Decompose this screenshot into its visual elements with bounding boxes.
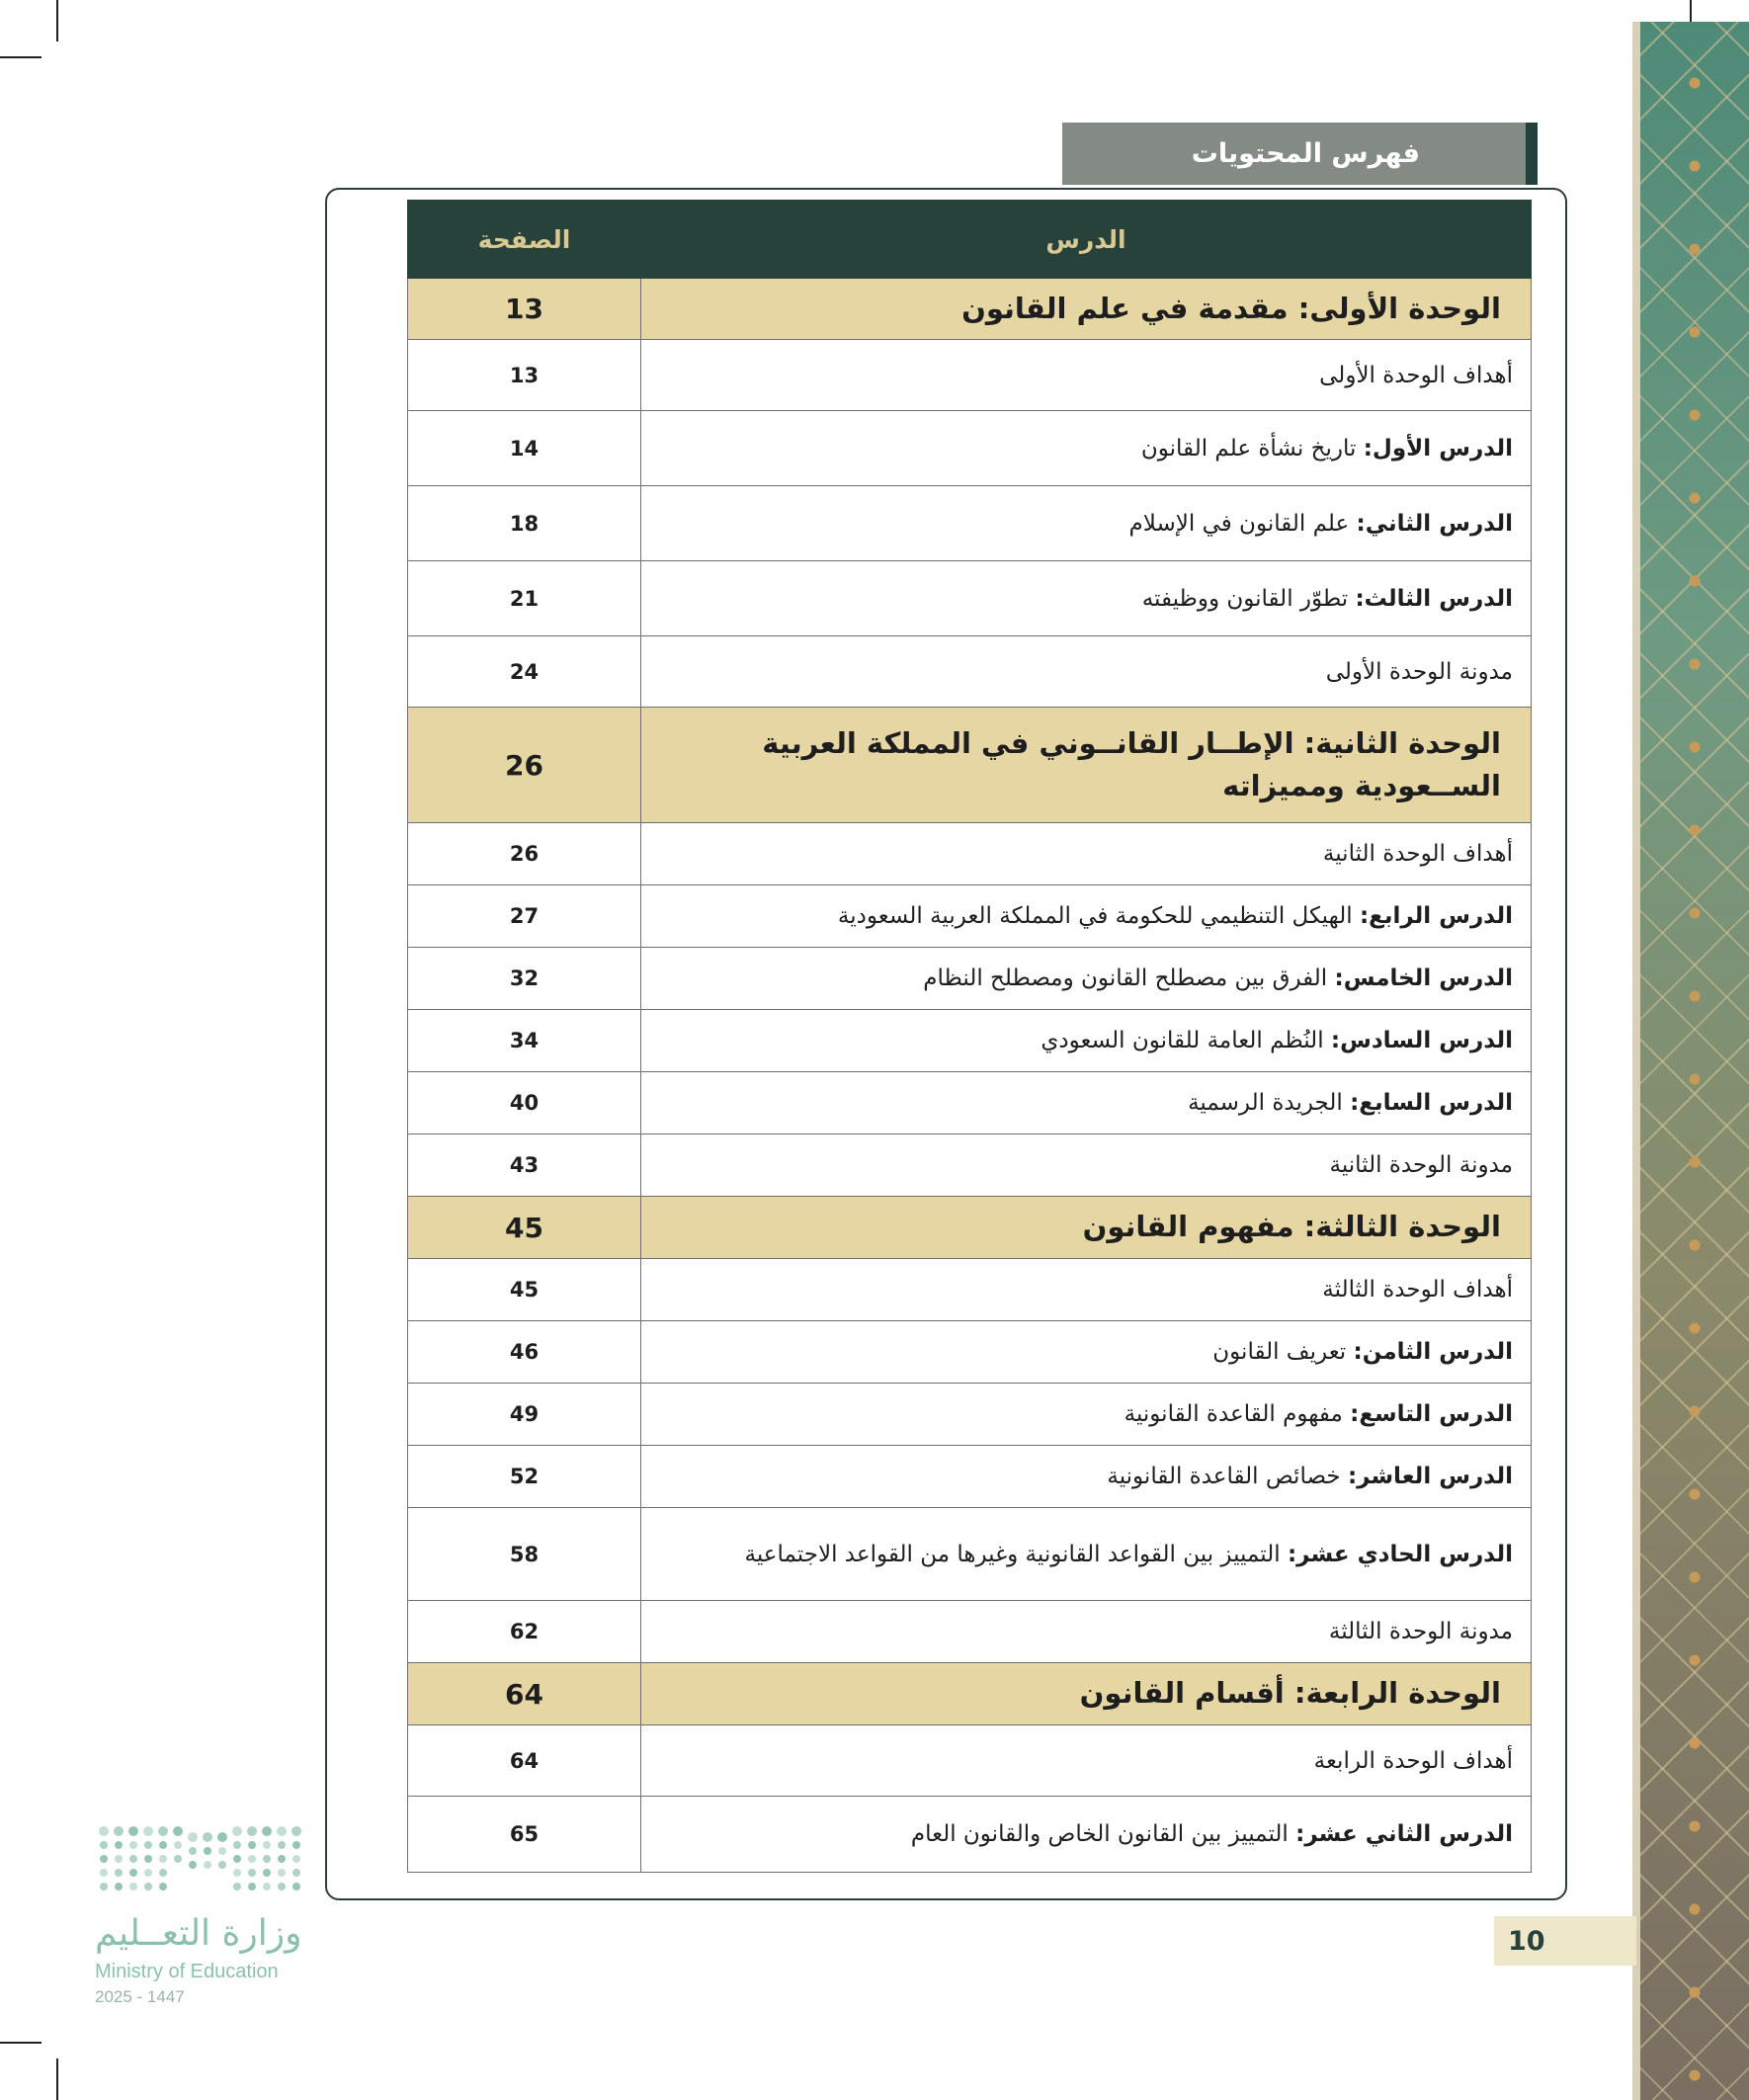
logo-dot bbox=[100, 1869, 108, 1877]
toc-entry-title: مدونة الوحدة الأولى bbox=[1325, 658, 1513, 685]
toc-entry-label: الدرس الثالث: bbox=[1355, 585, 1513, 612]
logo-dot bbox=[129, 1883, 137, 1890]
logo-dot bbox=[115, 1841, 123, 1849]
toc-entry-title: مقدمة في علم القانون bbox=[961, 291, 1289, 325]
crop-mark bbox=[56, 0, 58, 42]
toc-entry bbox=[641, 411, 1532, 486]
logo-dot bbox=[292, 1826, 301, 1836]
logo-dot bbox=[263, 1841, 271, 1849]
toc-entry-label: الدرس التاسع: bbox=[1350, 1401, 1513, 1427]
toc-unit-row bbox=[408, 1663, 1532, 1725]
toc-row bbox=[408, 1384, 1532, 1446]
toc-page-number: 58 bbox=[408, 1508, 641, 1601]
toc-page-number: 52 bbox=[408, 1446, 641, 1508]
logo-dot bbox=[218, 1847, 226, 1855]
logo-dot bbox=[114, 1826, 124, 1836]
edition-year: 2025 - 1447 bbox=[95, 1987, 185, 2006]
toc-page-number: 13 bbox=[408, 279, 641, 340]
logo-dot bbox=[159, 1841, 167, 1849]
toc-page-number: 32 bbox=[408, 948, 641, 1010]
toc-row bbox=[408, 636, 1532, 708]
logo-dot bbox=[248, 1855, 256, 1863]
toc-row bbox=[408, 1508, 1532, 1601]
toc-entry-title: تاريخ نشأة علم القانون bbox=[1140, 435, 1357, 462]
toc-entry-title: الجريدة الرسمية bbox=[1188, 1090, 1343, 1116]
toc-entry-title: الفرق بين مصطلح القانون ومصطلح النظام bbox=[923, 966, 1328, 991]
logo-dot bbox=[144, 1883, 152, 1890]
logo-dot bbox=[203, 1832, 212, 1842]
toc-entry bbox=[641, 823, 1532, 885]
logo-dot bbox=[247, 1826, 257, 1836]
toc-page-number: 43 bbox=[408, 1134, 641, 1197]
toc-entry-label: الدرس السادس: bbox=[1330, 1028, 1513, 1053]
toc-row bbox=[408, 561, 1532, 636]
logo-dot bbox=[278, 1855, 286, 1863]
toc-page-number: 64 bbox=[408, 1725, 641, 1797]
toc-entry bbox=[641, 1797, 1532, 1873]
toc-entry bbox=[641, 1321, 1532, 1384]
toc-entry-title: خصائص القاعدة القانونية bbox=[1107, 1464, 1341, 1489]
toc-row bbox=[408, 1134, 1532, 1197]
logo-dot bbox=[100, 1841, 108, 1849]
toc-entry bbox=[641, 1508, 1532, 1601]
toc-entry bbox=[641, 340, 1532, 411]
logo-dot bbox=[204, 1861, 211, 1869]
toc-entry bbox=[641, 1663, 1532, 1725]
toc-entry bbox=[641, 486, 1532, 561]
header-lesson: الدرس bbox=[641, 201, 1532, 279]
toc-entry bbox=[641, 1725, 1532, 1797]
toc-entry-title: النُظم العامة للقانون السعودي bbox=[1041, 1028, 1324, 1053]
toc-entry bbox=[641, 1134, 1532, 1197]
toc-row bbox=[408, 340, 1532, 411]
logo-dot bbox=[248, 1869, 256, 1877]
toc-unit-row bbox=[408, 1197, 1532, 1259]
page-title: فهرس المحتويات bbox=[1191, 138, 1420, 169]
toc-entry-label: الدرس الحادي عشر: bbox=[1287, 1541, 1513, 1567]
logo-dot bbox=[263, 1869, 271, 1877]
toc-page-number: 45 bbox=[408, 1197, 641, 1259]
logo-dot bbox=[159, 1869, 167, 1877]
toc-entry-label: الدرس الثاني: bbox=[1356, 510, 1513, 537]
toc-entry-label: الدرس السابع: bbox=[1350, 1090, 1513, 1116]
logo-dot bbox=[263, 1883, 271, 1890]
toc-entry bbox=[641, 561, 1532, 636]
toc-row bbox=[408, 1072, 1532, 1134]
logo-dot bbox=[173, 1826, 183, 1836]
toc-entry-label: الوحدة الرابعة: bbox=[1293, 1676, 1501, 1711]
logo-dot bbox=[100, 1855, 108, 1863]
toc-row bbox=[408, 1446, 1532, 1508]
logo-dot bbox=[159, 1855, 167, 1863]
logo-dot bbox=[189, 1861, 197, 1869]
toc-page-number: 18 bbox=[408, 486, 641, 561]
crop-mark bbox=[0, 2042, 42, 2044]
toc-page-number: 49 bbox=[408, 1384, 641, 1446]
logo-dot bbox=[115, 1869, 123, 1877]
toc-entry-title: التمييز بين القواعد القانونية وغيرها من القواعد الاجتماعية bbox=[744, 1541, 1281, 1567]
toc-entry bbox=[641, 1259, 1532, 1321]
toc-entry-title: أهداف الوحدة الأولى bbox=[1319, 362, 1513, 388]
toc-table bbox=[407, 200, 1532, 1873]
logo-dot bbox=[129, 1841, 137, 1849]
logo-dot bbox=[233, 1869, 241, 1877]
toc-entry bbox=[641, 636, 1532, 708]
toc-row bbox=[408, 1601, 1532, 1663]
logo-dot bbox=[292, 1883, 300, 1890]
logo-dot bbox=[248, 1841, 256, 1849]
toc-entry-label: الدرس العاشر: bbox=[1347, 1464, 1513, 1489]
logo-dot bbox=[204, 1847, 211, 1855]
toc-entry-label: الدرس الثاني عشر: bbox=[1295, 1821, 1513, 1847]
logo-dot bbox=[115, 1855, 123, 1863]
logo-dot bbox=[128, 1826, 138, 1836]
logo-dot bbox=[217, 1832, 227, 1842]
pattern-border bbox=[1632, 22, 1640, 2100]
logo-dot bbox=[144, 1855, 152, 1863]
toc-page-number: 14 bbox=[408, 411, 641, 486]
toc-entry bbox=[641, 1197, 1532, 1259]
toc-row bbox=[408, 1725, 1532, 1797]
toc-page-number: 45 bbox=[408, 1259, 641, 1321]
toc-row bbox=[408, 823, 1532, 885]
logo-dot bbox=[100, 1883, 108, 1890]
logo-dot bbox=[129, 1855, 137, 1863]
toc-row bbox=[408, 411, 1532, 486]
logo-dot bbox=[144, 1841, 152, 1849]
toc-entry-title: الهيكل التنظيمي للحكومة في المملكة العربية السعودية bbox=[837, 903, 1353, 929]
toc-entry bbox=[641, 1010, 1532, 1072]
toc-row bbox=[408, 885, 1532, 948]
logo-dot bbox=[292, 1841, 300, 1849]
toc-entry-title: مدونة الوحدة الثانية bbox=[1329, 1152, 1513, 1178]
toc-page-number: 26 bbox=[408, 708, 641, 823]
toc-entry-label: الدرس الأول: bbox=[1363, 435, 1513, 462]
logo-dot bbox=[143, 1826, 153, 1836]
toc-entry-title: تعريف القانون bbox=[1212, 1339, 1347, 1365]
toc-entry-label: الدرس الرابع: bbox=[1359, 903, 1513, 929]
crop-mark bbox=[56, 2058, 58, 2100]
toc-entry-label: الوحدة الثانية: bbox=[1303, 725, 1501, 760]
page-number: 10 bbox=[1494, 1916, 1636, 1966]
toc-entry bbox=[641, 708, 1532, 823]
logo-dot bbox=[292, 1855, 300, 1863]
toc-entry bbox=[641, 1601, 1532, 1663]
islamic-pattern-strip bbox=[1640, 22, 1749, 2100]
toc-page-number: 46 bbox=[408, 1321, 641, 1384]
header-page: الصفحة bbox=[408, 201, 641, 279]
toc-page-number: 27 bbox=[408, 885, 641, 948]
logo-dot bbox=[99, 1826, 109, 1836]
toc-entry-label: الدرس الخامس: bbox=[1334, 966, 1513, 991]
toc-page-number: 64 bbox=[408, 1663, 641, 1725]
toc-header-row bbox=[408, 201, 1532, 279]
toc-entry-label: الدرس الثامن: bbox=[1353, 1339, 1513, 1365]
toc-entry-title: التمييز بين القانون الخاص والقانون العام bbox=[910, 1821, 1289, 1847]
toc-entry-label: الوحدة الأولى: bbox=[1297, 291, 1501, 325]
toc-entry-title: علم القانون في الإسلام bbox=[1128, 510, 1350, 537]
logo-dot bbox=[218, 1861, 226, 1869]
toc-page-number: 65 bbox=[408, 1797, 641, 1873]
logo-dot bbox=[159, 1883, 167, 1890]
logo-dot bbox=[158, 1826, 168, 1836]
logo-dot bbox=[278, 1869, 286, 1877]
logo-dot bbox=[174, 1855, 182, 1863]
toc-row bbox=[408, 486, 1532, 561]
logo-dot bbox=[233, 1883, 241, 1890]
toc-entry-title: أهداف الوحدة الثالثة bbox=[1322, 1277, 1513, 1302]
logo-dot bbox=[278, 1883, 286, 1890]
logo-dot bbox=[174, 1841, 182, 1849]
ministry-name-arabic: وزارة التعــليم bbox=[95, 1913, 302, 1954]
toc-page-number: 13 bbox=[408, 340, 641, 411]
toc-page-number: 40 bbox=[408, 1072, 641, 1134]
logo-dot bbox=[278, 1841, 286, 1849]
crop-mark bbox=[0, 56, 42, 58]
ministry-logo-dots bbox=[96, 1825, 308, 1894]
logo-dot bbox=[115, 1883, 123, 1890]
toc-entry bbox=[641, 1446, 1532, 1508]
toc-entry-title: مفهوم القاعدة القانونية bbox=[1124, 1401, 1343, 1427]
logo-dot bbox=[188, 1832, 198, 1842]
toc-row bbox=[408, 1259, 1532, 1321]
toc-entry-title: الإطــار القانــوني في المملكة العربية الســعودية ومميزاته bbox=[762, 725, 1501, 802]
logo-dot bbox=[277, 1826, 287, 1836]
logo-dot bbox=[129, 1869, 137, 1877]
toc-page-number: 26 bbox=[408, 823, 641, 885]
toc-entry-title: أقسام القانون bbox=[1079, 1676, 1285, 1711]
toc-entry bbox=[641, 1384, 1532, 1446]
toc-unit-row bbox=[408, 279, 1532, 340]
logo-dot bbox=[144, 1869, 152, 1877]
toc-page-number: 21 bbox=[408, 561, 641, 636]
toc-row bbox=[408, 1797, 1532, 1873]
toc-entry bbox=[641, 1072, 1532, 1134]
logo-dot bbox=[263, 1855, 271, 1863]
toc-entry-title: مفهوم القانون bbox=[1082, 1210, 1294, 1244]
toc-entry bbox=[641, 885, 1532, 948]
toc-page-number: 24 bbox=[408, 636, 641, 708]
logo-dot bbox=[292, 1869, 300, 1877]
toc-entry-title: مدونة الوحدة الثالثة bbox=[1328, 1619, 1513, 1644]
toc-row bbox=[408, 1321, 1532, 1384]
logo-dot bbox=[248, 1883, 256, 1890]
toc-body bbox=[408, 279, 1532, 1873]
logo-dot bbox=[232, 1826, 242, 1836]
toc-entry-title: تطوّر القانون ووظيفته bbox=[1141, 585, 1349, 612]
toc-entry-label: الوحدة الثالثة: bbox=[1303, 1210, 1501, 1244]
toc-page-number: 62 bbox=[408, 1601, 641, 1663]
toc-entry-title: أهداف الوحدة الرابعة bbox=[1313, 1747, 1513, 1774]
logo-dot bbox=[233, 1841, 241, 1849]
toc-page-number: 34 bbox=[408, 1010, 641, 1072]
toc-entry bbox=[641, 948, 1532, 1010]
toc-row bbox=[408, 948, 1532, 1010]
toc-entry-title: أهداف الوحدة الثانية bbox=[1322, 841, 1513, 867]
toc-unit-row bbox=[408, 708, 1532, 823]
toc-row bbox=[408, 1010, 1532, 1072]
page-title-bar bbox=[1062, 123, 1538, 185]
logo-dot bbox=[189, 1847, 197, 1855]
ministry-name-english: Ministry of Education bbox=[95, 1961, 279, 1982]
logo-dot bbox=[262, 1826, 272, 1836]
logo-dot bbox=[233, 1855, 241, 1863]
toc-entry bbox=[641, 279, 1532, 340]
